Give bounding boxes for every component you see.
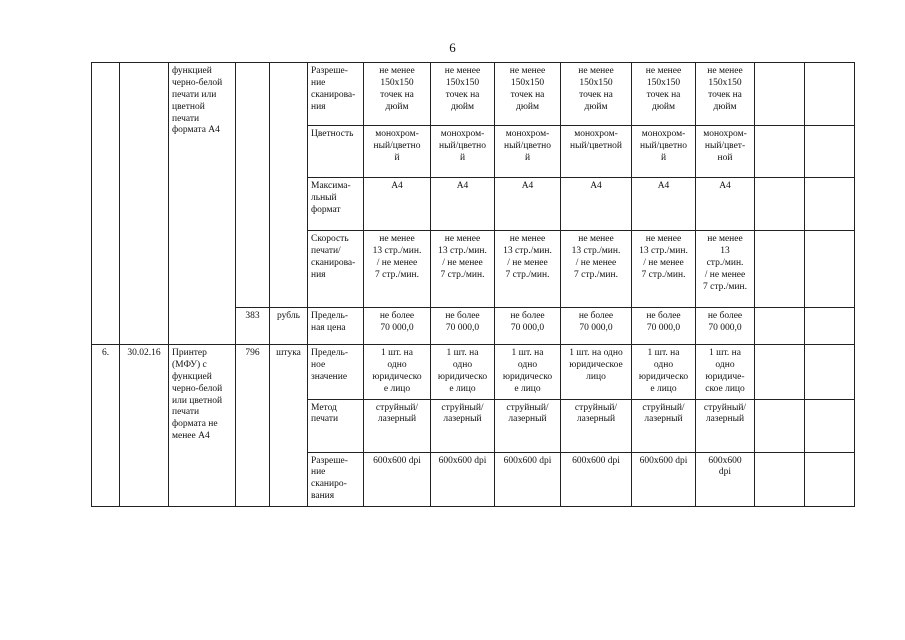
cell-value: струйный/ лазерный: [431, 399, 495, 452]
cell-item-name: функцией черно-белой печати или цветной печати формата А4: [169, 63, 236, 345]
cell-value: А4: [364, 178, 431, 231]
cell-empty: [805, 126, 855, 178]
cell-value: 600x600 dpi: [696, 452, 755, 507]
cell-characteristic: Разреше- ние сканирова- ния: [308, 63, 364, 126]
cell-number: 6.: [92, 345, 120, 507]
cell-empty: [805, 308, 855, 345]
cell-value: 600x600 dpi: [431, 452, 495, 507]
cell-value: монохром- ный/цветно й: [431, 126, 495, 178]
cell-characteristic: Максима- льный формат: [308, 178, 364, 231]
cell-value: не более 70 000,0: [495, 308, 561, 345]
cell-characteristic: Скорость печати/ сканирова- ния: [308, 231, 364, 308]
cell-empty: [755, 126, 805, 178]
cell-unit-code: [236, 63, 270, 308]
cell-unit-code: 383: [236, 308, 270, 345]
cell-empty: [755, 452, 805, 507]
cell-empty: [805, 399, 855, 452]
table-row: [92, 345, 855, 400]
cell-value: не менее 13 стр./мин. / не менее 7 стр./мин.: [696, 231, 755, 308]
cell-value: не менее 13 стр./мин. / не менее 7 стр./мин.: [364, 231, 431, 308]
specification-table: [91, 62, 855, 507]
cell-characteristic: Предель- ное значение: [308, 345, 364, 400]
cell-characteristic: Цветность: [308, 126, 364, 178]
cell-value: А4: [561, 178, 632, 231]
cell-value: струйный/ лазерный: [696, 399, 755, 452]
cell-value: 600x600 dpi: [364, 452, 431, 507]
cell-value: 1 шт. на одно юридическо е лицо: [364, 345, 431, 400]
cell-okpd-code: 30.02.16: [120, 345, 169, 507]
cell-empty: [805, 63, 855, 126]
cell-item-name: Принтер (МФУ) с функцией черно-белой или цветной печати формата не менее А4: [169, 345, 236, 507]
cell-value: А4: [696, 178, 755, 231]
cell-empty: [805, 345, 855, 400]
page-number: 6: [449, 40, 456, 55]
cell-value: А4: [495, 178, 561, 231]
cell-value: 1 шт. на одно юридическое лицо: [561, 345, 632, 400]
cell-empty: [805, 231, 855, 308]
cell-value: 1 шт. на одно юридическо е лицо: [431, 345, 495, 400]
cell-value: не менее 150x150 точек на дюйм: [696, 63, 755, 126]
cell-number: [92, 63, 120, 345]
cell-value: струйный/ лазерный: [364, 399, 431, 452]
cell-unit: штука: [270, 345, 308, 507]
cell-characteristic: Предель- ная цена: [308, 308, 364, 345]
cell-okpd-code: [120, 63, 169, 345]
cell-value: 600x600 dpi: [495, 452, 561, 507]
cell-empty: [755, 399, 805, 452]
cell-unit: рубль: [270, 308, 308, 345]
cell-value: не менее 150x150 точек на дюйм: [431, 63, 495, 126]
cell-value: не более 70 000,0: [696, 308, 755, 345]
cell-value: струйный/ лазерный: [632, 399, 696, 452]
cell-value: струйный/ лазерный: [495, 399, 561, 452]
cell-value: не более 70 000,0: [364, 308, 431, 345]
cell-empty: [805, 452, 855, 507]
cell-characteristic: Разреше- ние сканиро- вания: [308, 452, 364, 507]
cell-value: 1 шт. на одно юридическо е лицо: [495, 345, 561, 400]
cell-unit-code: 796: [236, 345, 270, 507]
cell-empty: [755, 345, 805, 400]
cell-value: не менее 13 стр./мин. / не менее 7 стр./мин.: [431, 231, 495, 308]
cell-value: монохром- ный/цвет- ной: [696, 126, 755, 178]
cell-empty: [805, 178, 855, 231]
cell-value: не более 70 000,0: [561, 308, 632, 345]
cell-value: не менее 150x150 точек на дюйм: [632, 63, 696, 126]
cell-value: не более 70 000,0: [632, 308, 696, 345]
cell-value: монохром- ный/цветно й: [632, 126, 696, 178]
cell-empty: [755, 308, 805, 345]
cell-value: 1 шт. на одно юридиче- ское лицо: [696, 345, 755, 400]
cell-value: монохром- ный/цветно й: [495, 126, 561, 178]
cell-value: не менее 13 стр./мин. / не менее 7 стр./мин.: [632, 231, 696, 308]
cell-value: А4: [632, 178, 696, 231]
cell-value: не более 70 000,0: [431, 308, 495, 345]
cell-value: монохром- ный/цветно й: [364, 126, 431, 178]
cell-value: 600x600 dpi: [632, 452, 696, 507]
cell-value: 1 шт. на одно юридическо е лицо: [632, 345, 696, 400]
cell-value: не менее 150x150 точек на дюйм: [495, 63, 561, 126]
cell-value: не менее 150x150 точек на дюйм: [561, 63, 632, 126]
cell-value: струйный/ лазерный: [561, 399, 632, 452]
cell-empty: [755, 231, 805, 308]
cell-value: не менее 150x150 точек на дюйм: [364, 63, 431, 126]
table-row: [92, 63, 855, 126]
cell-characteristic: Метод печати: [308, 399, 364, 452]
cell-value: монохром- ный/цветной: [561, 126, 632, 178]
cell-value: А4: [431, 178, 495, 231]
cell-empty: [755, 178, 805, 231]
cell-value: не менее 13 стр./мин. / не менее 7 стр./мин.: [561, 231, 632, 308]
cell-unit: [270, 63, 308, 308]
cell-value: не менее 13 стр./мин. / не менее 7 стр./мин.: [495, 231, 561, 308]
cell-empty: [755, 63, 805, 126]
cell-value: 600x600 dpi: [561, 452, 632, 507]
